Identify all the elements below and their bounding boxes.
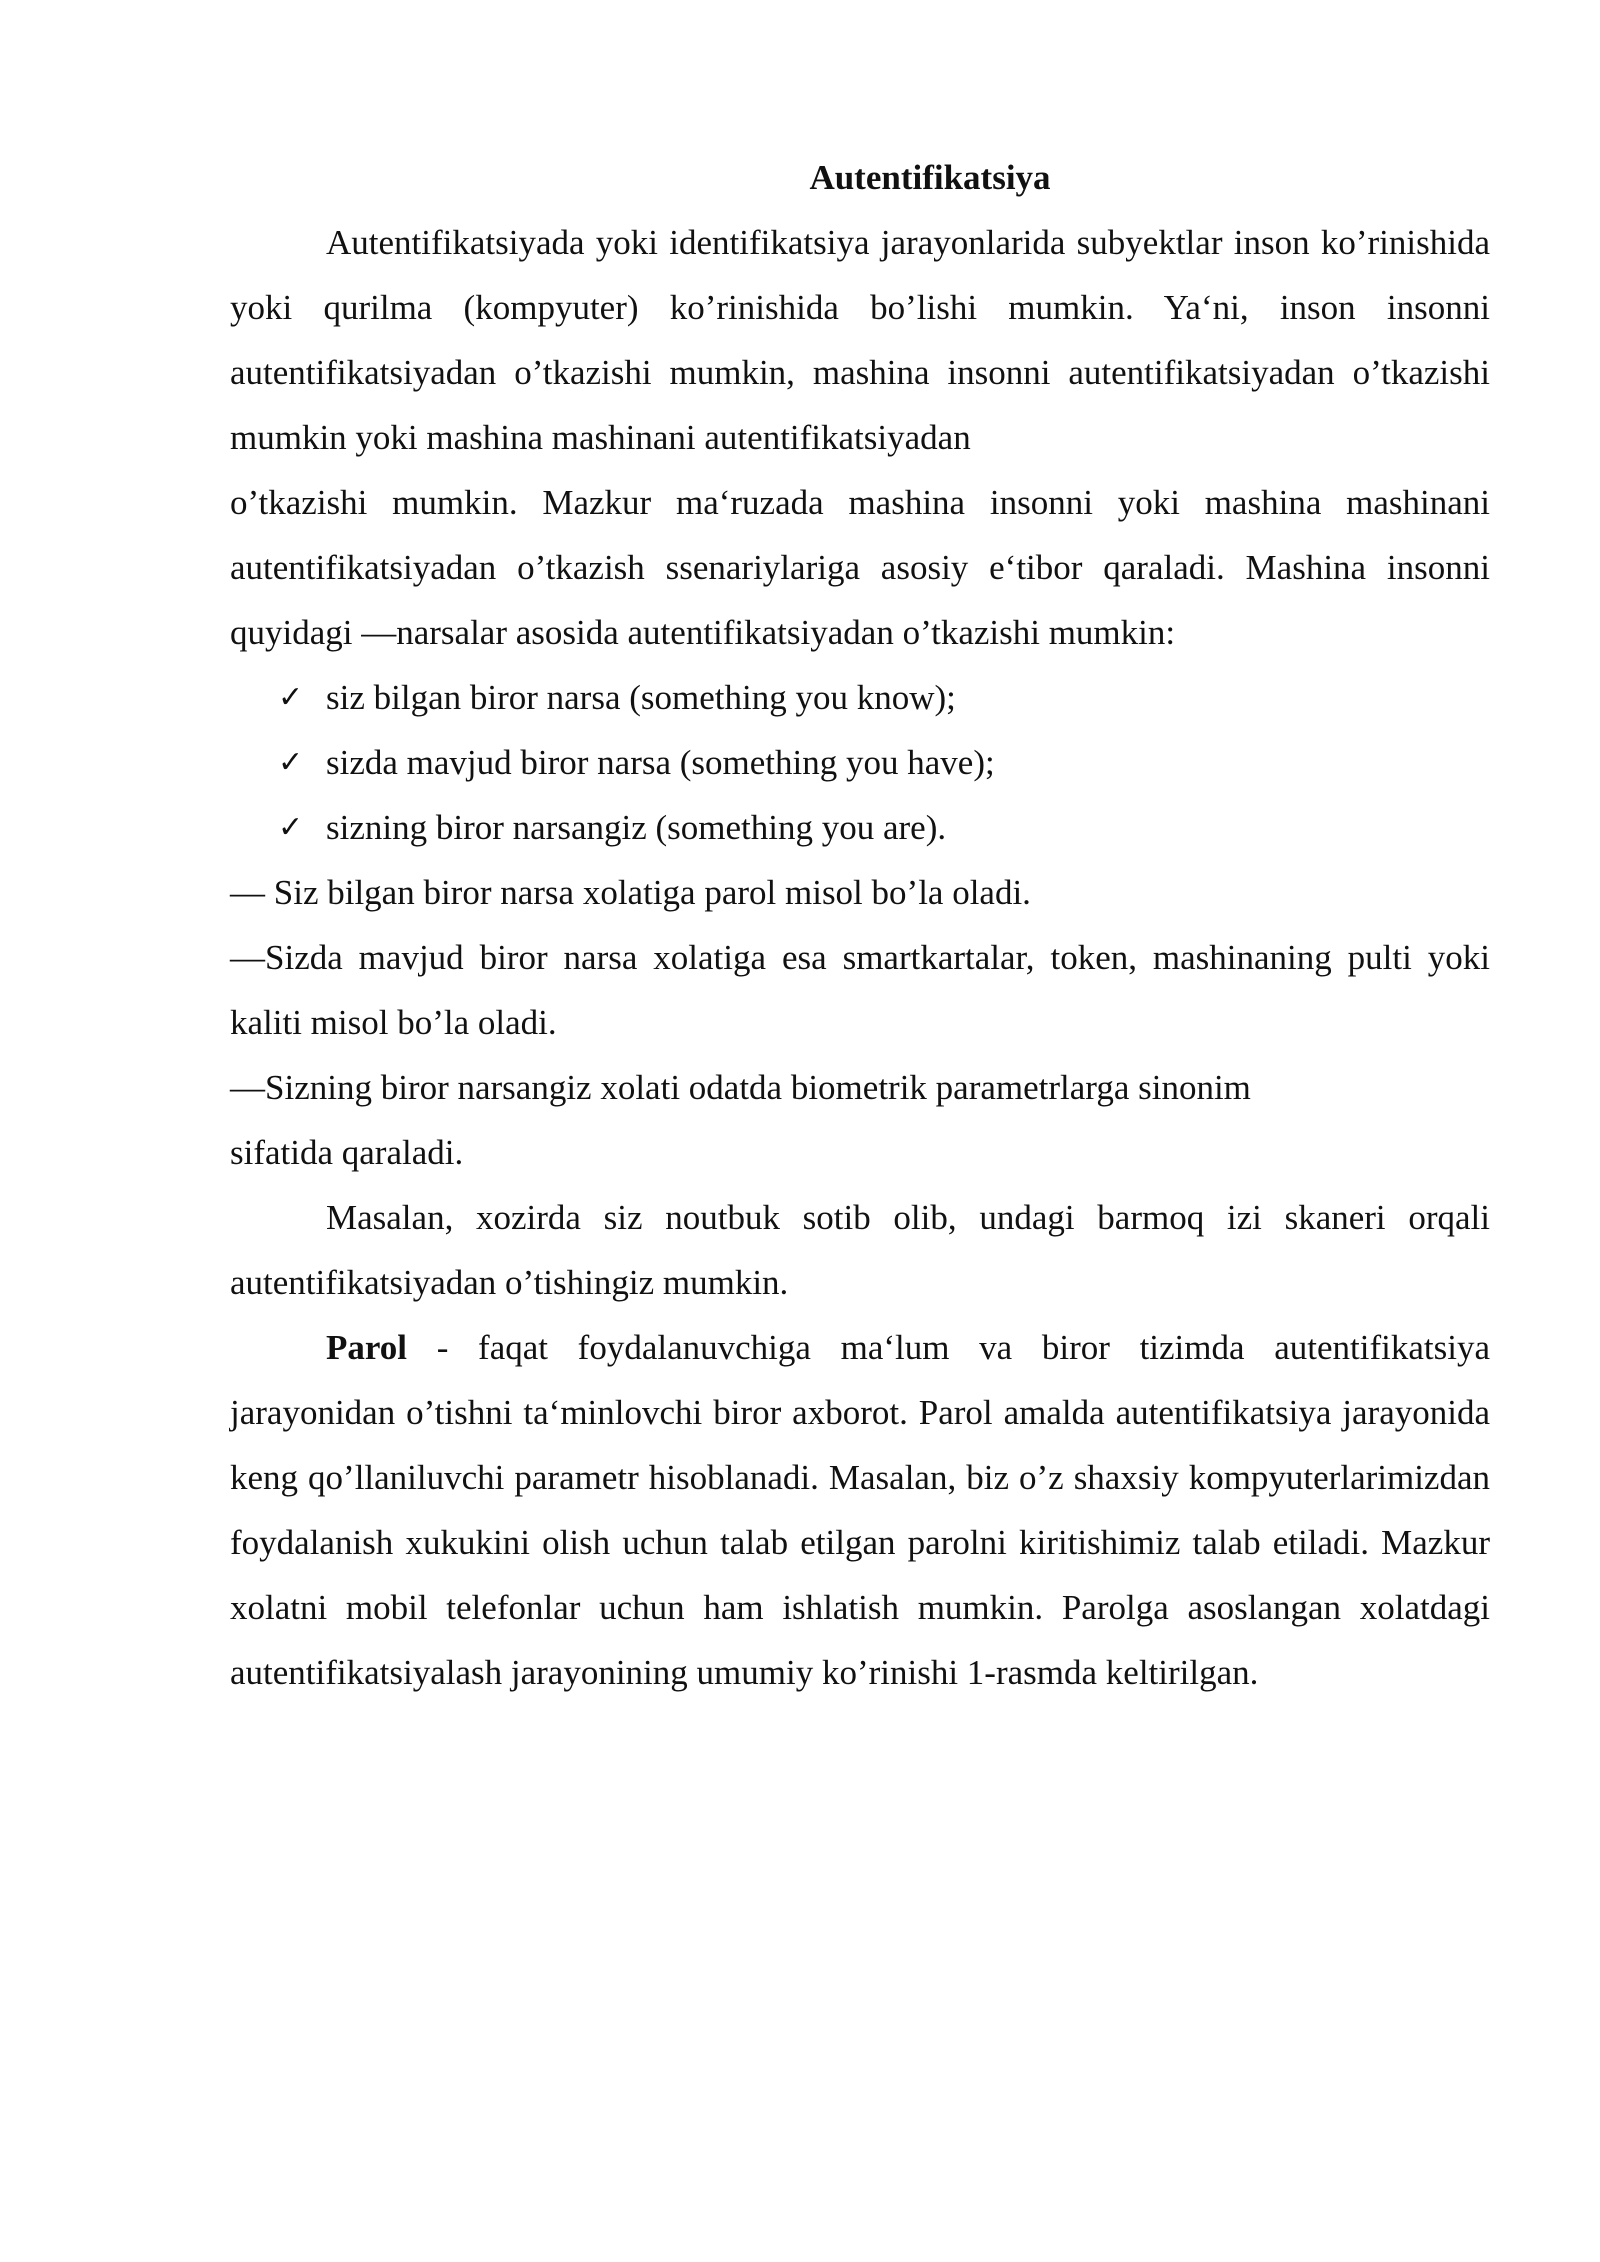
- term-password: Parol: [326, 1328, 408, 1367]
- check-icon: ✓: [278, 810, 304, 845]
- page-title: Autentifikatsiya: [809, 158, 1051, 197]
- dash-line-are-cont: sifatida qaraladi.: [230, 1133, 464, 1172]
- dash-line-are: —Sizning biror narsangiz xolati odatda biometrik parametrlarga sinonim: [230, 1068, 1251, 1107]
- list-item-text: siz bilgan biror narsa (something you know);: [326, 678, 956, 717]
- dash-line-have: —Sizda mavjud biror narsa xolatiga esa smartkartalar, token, mashinaning pulti yoki kaliti misol bo’la oladi.: [230, 938, 1490, 1042]
- paragraph-intro-part1: Autentifikatsiyada yoki identifikatsiya jarayonlarida subyektlar inson ko’rinishida yoki qurilma (kompyuter) ko’rinishida bo’lishi mumkin. Ya‘ni, inson insonni autentifikatsiyadan o’tkazishi mumkin, mashina insonni autentifikatsiyadan o’tkazishi mumkin yoki mashina mashinani autentifikatsiyadan: [230, 223, 1490, 457]
- paragraph-intro-part2: o’tkazishi mumkin. Mazkur ma‘ruzada mashina insonni yoki mashina mashinani autentifikatsiyadan o’tkazish ssenariylariga asosiy e‘tibor qaraladi. Mashina insonni quyidagi —narsalar asosida autentifikatsiyadan o’tkazishi mumkin:: [230, 483, 1490, 652]
- list-item-text: sizda mavjud biror narsa (something you have);: [326, 743, 995, 782]
- check-icon: ✓: [278, 680, 304, 715]
- document-page: [230, 145, 1490, 1705]
- check-icon: ✓: [278, 745, 304, 780]
- list-item: [230, 730, 1490, 795]
- list-item: [230, 665, 1490, 730]
- password-definition: - faqat foydalanuvchiga ma‘lum va biror tizimda autentifikatsiya jarayonidan o’tishni ta‘minlovchi biror axborot. Parol amalda autentifikatsiya jarayonida keng qo’llaniluvchi parametr hisoblanadi. Masalan, biz o’z shaxsiy kompyuterlarimizdan foydalanish xukukini olish uchun talab etilgan parolni kiritishimiz talab etiladi. Mazkur xolatni mobil telefonlar uchun ham ishlatish mumkin. Parolga asoslangan xolatdagi autentifikatsiyalash jarayonining umumiy ko’rinishi 1-rasmda keltirilgan.: [230, 1328, 1490, 1692]
- list-item-text: sizning biror narsangiz (something you are).: [326, 808, 947, 847]
- auth-factors-list: [230, 665, 1490, 860]
- list-item: [230, 795, 1490, 860]
- dash-line-know: — Siz bilgan biror narsa xolatiga parol misol bo’la oladi.: [230, 873, 1031, 912]
- paragraph-password: [230, 1315, 1490, 1705]
- paragraph-example: Masalan, xozirda siz noutbuk sotib olib, undagi barmoq izi skaneri orqali autentifikatsiyadan o’tishingiz mumkin.: [230, 1198, 1490, 1302]
